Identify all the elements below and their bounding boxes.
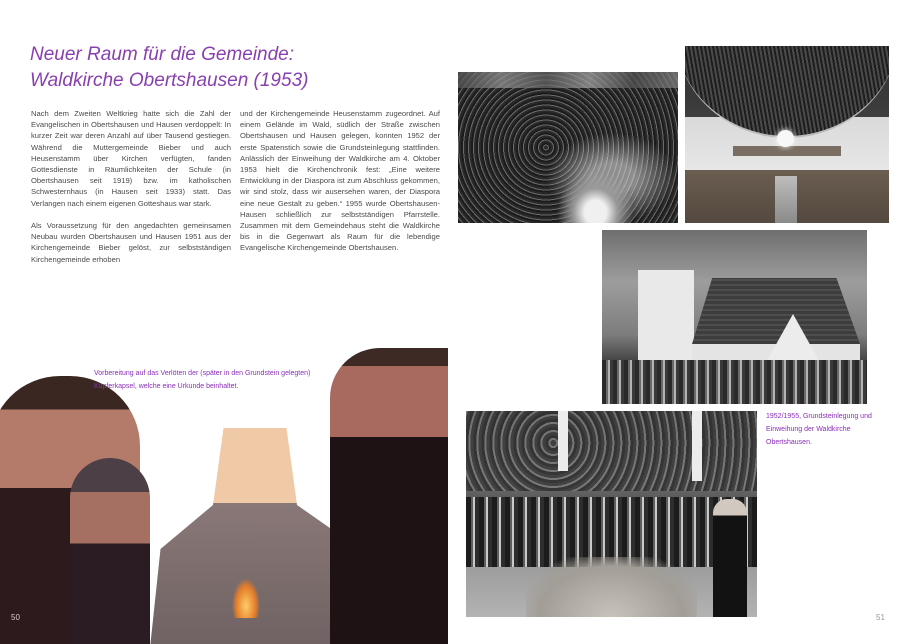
- photo-figure: [713, 499, 747, 617]
- banner: [692, 411, 702, 481]
- aisle: [775, 176, 797, 223]
- title-line-2: Waldkirche Obertshausen (1953): [30, 70, 309, 91]
- gallery: [733, 146, 841, 156]
- page-title: [30, 42, 450, 94]
- photo-church-interior: [685, 46, 889, 223]
- photo-figure: [70, 458, 150, 644]
- paragraph: und der Kirchengemeinde Heusenstamm zugeordnet. Auf einem Gelände im Wald, südlich der Straße zwischen Obertshausen und Hausen gelegen, konnten 1952 der erste Spatenstich sowie die Grundsteinlegung stattfinden. Anlässlich der Einweihung der Waldkirche am 4. Oktober 1953 hielt die Kirchenchronik fest: „Eine weitere Entwicklung in der Diaspora ist zum Abschluss gekommen, wir sind stolz, dass wir ausersehen waren, der Diaspora eine neue Gestalt zu geben.“ 1955 wurde Obertshausen-Hausen schließlich zur selbstständigen Pfarrstelle. Zusammen mit dem Gemeindehaus steht die Waldkirche bis in die Gegenwart als Raum für die lebendige Evangelische Kirchengemeinde Obertshausen.: [240, 109, 440, 253]
- flame: [232, 578, 260, 618]
- banner: [558, 411, 568, 471]
- title-line-1: Neuer Raum für die Gemeinde:: [30, 44, 295, 65]
- photo-crowd: [458, 72, 678, 223]
- forest: [466, 411, 757, 491]
- photo-church-exterior: [602, 230, 867, 404]
- page-number-right: 51: [876, 613, 885, 622]
- text-column-right: [240, 108, 440, 265]
- photo-procession: [466, 411, 757, 617]
- paragraph: Als Voraussetzung für den angedachten gemeinsamen Neubau wurden Obertshausen und Hausen 1951 aus der Kirchengemeinde Bieber gelöst, zur selbstständigen Kirchengemeinde erhoben: [31, 221, 231, 264]
- caption-left: Vorbereitung auf das Verlöten der (später in den Grundstein gelegten) Kupferkapsel, welche eine Urkunde beinhaltet.: [94, 370, 311, 390]
- vaulted-ceiling: [685, 46, 889, 138]
- church-roof: [692, 278, 860, 344]
- congregation: [602, 360, 867, 404]
- page-number-left: 50: [11, 613, 20, 622]
- round-window: [777, 130, 794, 147]
- paragraph: Nach dem Zweiten Weltkrieg hatte sich die Zahl der Evangelischen in Obertshausen und Hausen verdoppelt: In kurzer Zeit war deren Anzahl auf über Tausend gestiegen. Während die Muttergemeinde Bieber und auch Heusenstamm über Kirchen verfügten, fanden Gottesdienste in Räumlichkeiten der Schule (in Obertshausen seit 1919) bzw. im katholischen Schwesternhaus (in Hausen seit 1933) statt. Das Verlangen nach einem eigenen Gotteshaus war stark.: [31, 109, 231, 208]
- church-tower: [638, 270, 694, 366]
- text-column-left: [31, 108, 231, 276]
- photo-figure: [330, 348, 448, 644]
- caption-right: 1952/1955, Grundsteinlegung und Einweihung der Waldkirche Obertshausen.: [766, 413, 872, 446]
- forest-path: [526, 557, 697, 617]
